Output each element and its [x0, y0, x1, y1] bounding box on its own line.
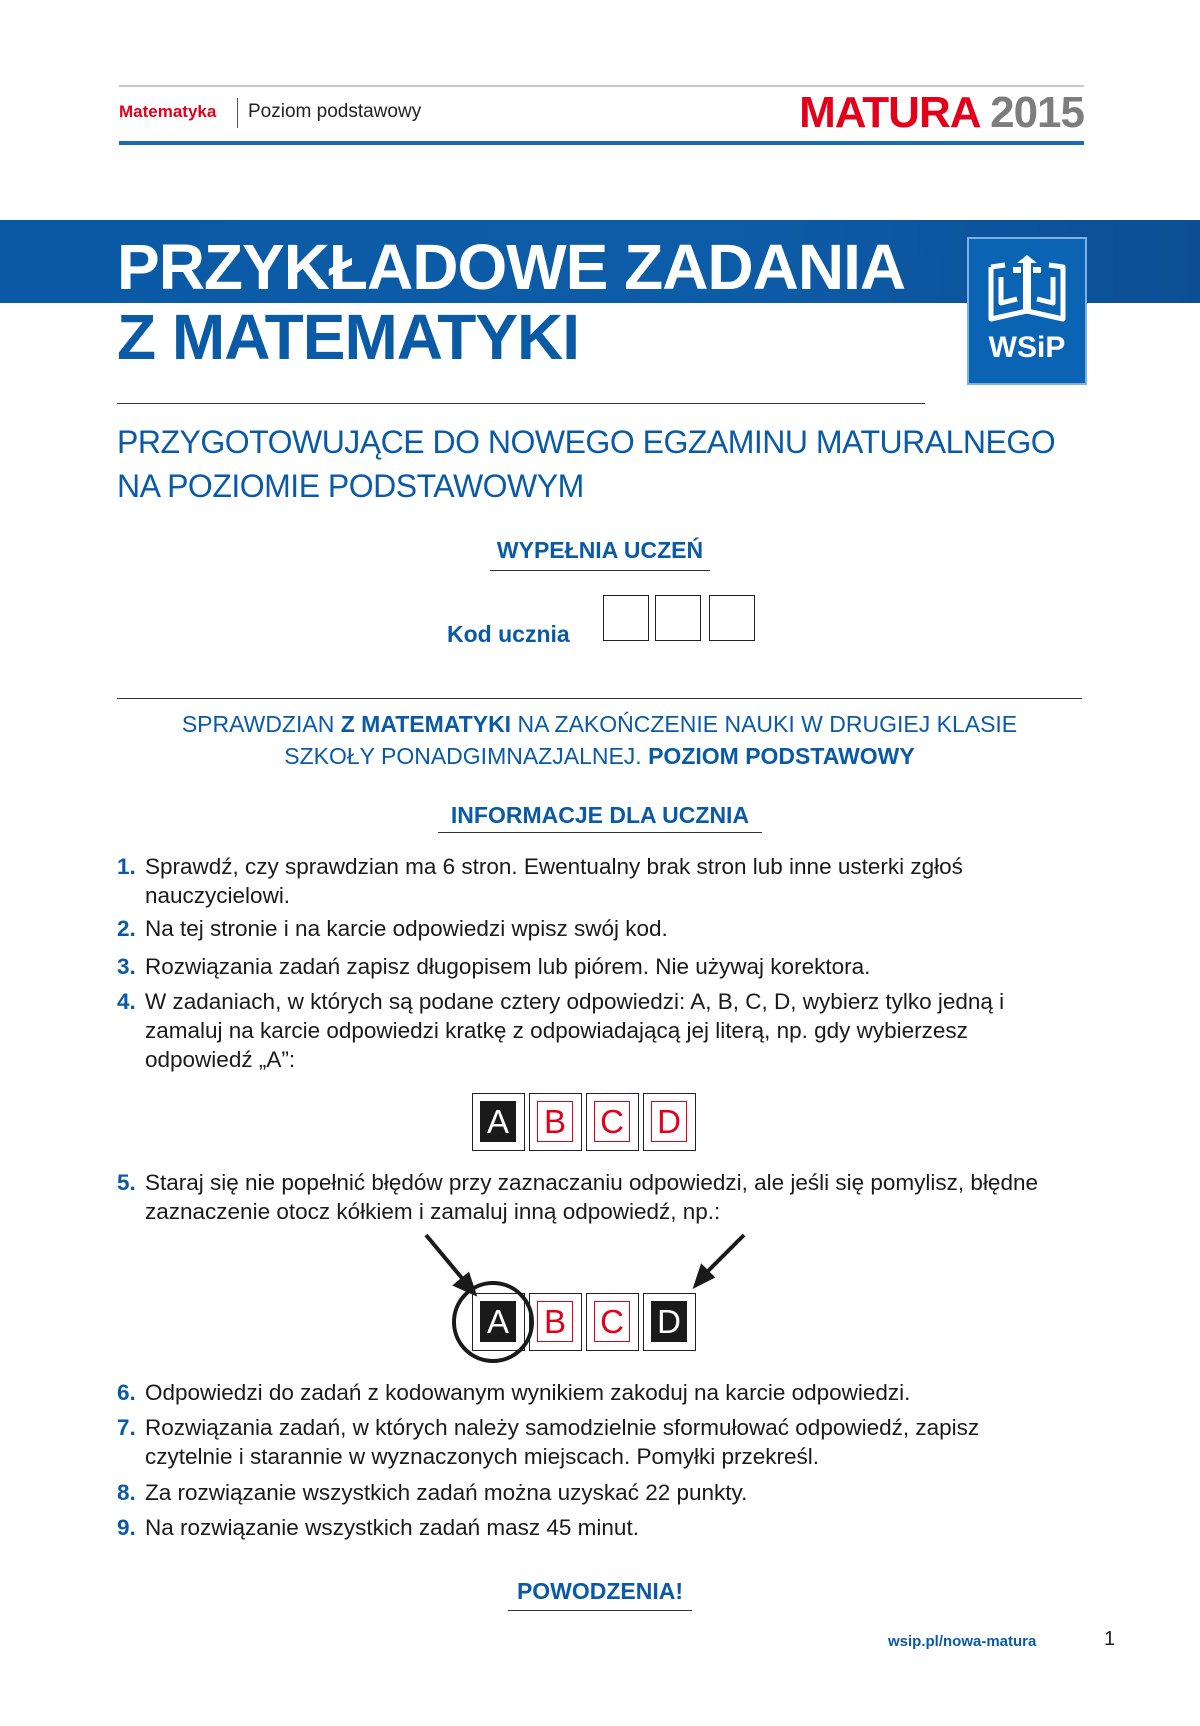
list-item-number: 4.: [117, 989, 136, 1014]
header-separator: [237, 98, 238, 128]
list-item-text: W zadaniach, w których są podane cztery odpowiedzi: A, B, C, D, wybierz tylko jedną i zamaluj na karcie odpowiedzi kratkę z odpowiadającą jej literą, np. gdy wybierzesz odpowiedź „A”:: [145, 989, 1005, 1072]
answer-box-d[interactable]: [643, 1293, 696, 1351]
list-item: [117, 1513, 1077, 1542]
answer-letter: A: [480, 1101, 516, 1142]
list-item: [117, 1413, 1057, 1471]
list-item-text: Staraj się nie popełnić błędów przy zaznaczaniu odpowiedzi, ale jeśli się pomylisz, błędne zaznaczenie otocz kółkiem i zamaluj inną odpowiedź, np.:: [145, 1170, 1038, 1224]
student-code-box-1[interactable]: [603, 595, 649, 641]
list-item-number: 9.: [117, 1515, 136, 1540]
wsip-logo: [967, 237, 1087, 385]
exam-desc-part: NA ZAKOŃCZENIE NAUKI W DRUGIEJ KLASIE: [511, 711, 1018, 737]
list-item-number: 7.: [117, 1415, 136, 1440]
fill-in-underline: [490, 570, 710, 571]
info-underline: [438, 832, 762, 833]
list-item-text: Na rozwiązanie wszystkich zadań masz 45 minut.: [145, 1515, 639, 1540]
list-item-text: Na tej stronie i na karcie odpowiedzi wpisz swój kod.: [145, 916, 668, 941]
answer-box-c[interactable]: [586, 1093, 639, 1151]
student-code-box-3[interactable]: [709, 595, 755, 641]
answer-box-a[interactable]: [472, 1093, 525, 1151]
exam-desc-part: SZKOŁY PONADGIMNAZJALNEJ.: [284, 743, 649, 769]
answer-letter: B: [537, 1301, 573, 1342]
section-rule: [117, 698, 1082, 699]
exam-desc-level: POZIOM PODSTAWOWY: [648, 743, 915, 769]
title-rule: [117, 403, 925, 404]
subtitle-line-1: PRZYGOTOWUJĄCE DO NOWEGO EGZAMINU MATURALNEGO: [117, 424, 1056, 460]
subtitle-line-2: NA POZIOMIE PODSTAWOWYM: [117, 468, 584, 504]
answer-box-d[interactable]: [643, 1093, 696, 1151]
student-code-label: Kod ucznia: [447, 621, 570, 647]
header-bottom-rule: [119, 141, 1084, 145]
list-item-number: 5.: [117, 1170, 136, 1195]
exam-description: [117, 708, 1082, 772]
level-label: Poziom podstawowy: [248, 101, 422, 122]
answer-letter: C: [594, 1301, 630, 1342]
answer-box-b[interactable]: [529, 1093, 582, 1151]
answer-example-1: [472, 1093, 698, 1151]
list-item: [117, 1168, 1057, 1226]
list-item-text: Odpowiedzi do zadań z kodowanym wynikiem zakoduj na karcie odpowiedzi.: [145, 1380, 911, 1405]
answer-letter: A: [480, 1301, 516, 1342]
list-item-text: Rozwiązania zadań, w których należy samodzielnie sformułować odpowiedź, zapisz czytelnie i starannie w wyznaczonych miejscach. Pomyłki przekreśl.: [145, 1415, 980, 1469]
page-title-line-1: PRZYKŁADOWE ZADANIA: [117, 231, 906, 303]
exam-word: MATURA: [799, 88, 979, 137]
list-item-number: 1.: [117, 854, 136, 879]
student-code-box-2[interactable]: [655, 595, 701, 641]
subtitle: [117, 420, 1107, 508]
closing-underline: [508, 1610, 692, 1611]
list-item-number: 6.: [117, 1380, 136, 1405]
list-item: [117, 852, 1077, 910]
page-title-line-2: Z MATEMATYKI: [117, 301, 579, 373]
exam-desc-part: SPRAWDZIAN: [181, 711, 341, 737]
answer-letter: B: [537, 1101, 573, 1142]
answer-box-b[interactable]: [529, 1293, 582, 1351]
correction-circle: [452, 1281, 534, 1363]
list-item-number: 2.: [117, 916, 136, 941]
list-item-text: Rozwiązania zadań zapisz długopisem lub piórem. Nie używaj korektora.: [145, 954, 871, 979]
header-top-rule: [119, 85, 1084, 87]
arrow-left-icon: [426, 1235, 474, 1293]
list-item: [117, 1478, 1077, 1507]
exam-desc-subject: Z MATEMATYKI: [340, 711, 512, 737]
subject-label: Matematyka: [119, 102, 217, 121]
exam-year: 2015: [990, 88, 1084, 137]
list-item: [117, 952, 1077, 981]
closing-text: POWODZENIA!: [516, 1578, 684, 1604]
info-heading: INFORMACJE DLA UCZNIA: [450, 802, 750, 828]
answer-letter: C: [594, 1101, 630, 1142]
list-item-text: Sprawdź, czy sprawdzian ma 6 stron. Ewentualny brak stron lub inne usterki zgłoś nauczycielowi.: [145, 854, 963, 908]
list-item-text: Za rozwiązanie wszystkich zadań można uzyskać 22 punkty.: [145, 1480, 748, 1505]
fill-in-heading: WYPEŁNIA UCZEŃ: [496, 537, 704, 563]
answer-letter: D: [651, 1101, 687, 1142]
arrow-right-icon: [696, 1235, 744, 1285]
list-item: [117, 987, 1057, 1074]
exam-mark: [799, 88, 1084, 138]
page-number: 1: [1104, 1628, 1116, 1650]
list-item: [117, 914, 1077, 943]
logo-text: WSiP: [988, 331, 1066, 364]
list-item: [117, 1378, 1077, 1407]
footer-link[interactable]: wsip.pl/nowa-matura: [888, 1633, 1037, 1650]
answer-box-c[interactable]: [586, 1293, 639, 1351]
list-item-number: 3.: [117, 954, 136, 979]
book-logo-icon: [983, 253, 1071, 329]
list-item-number: 8.: [117, 1480, 136, 1505]
answer-letter: D: [651, 1301, 687, 1342]
